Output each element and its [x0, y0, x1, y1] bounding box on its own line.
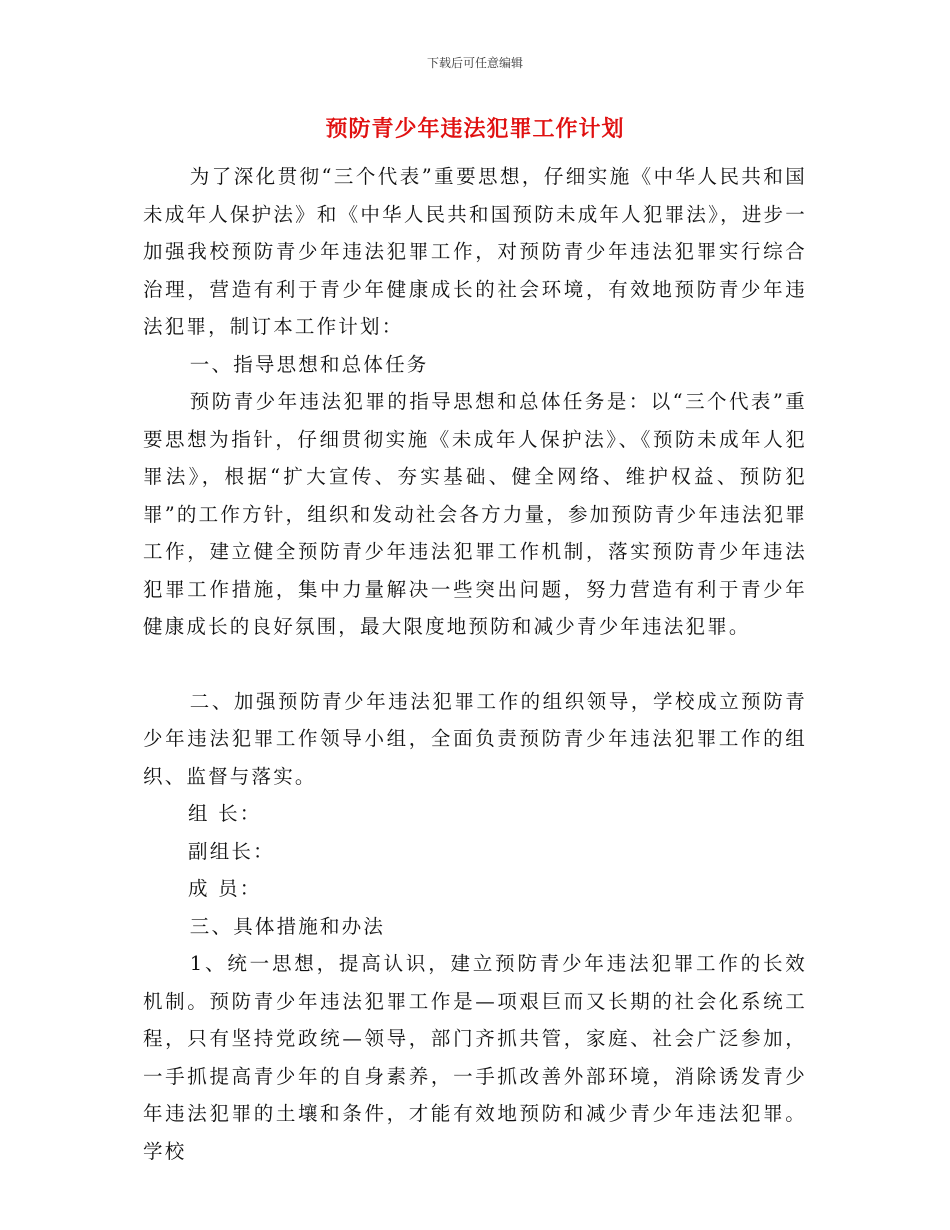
header-note: 下载后可任意编辑 — [426, 56, 523, 70]
section-2-paragraph: 二、加强预防青少年违法犯罪工作的组织领导，学校成立预防青少年违法犯罪工作领导小组，全面负责预防青少年违法犯罪工作的组织、监督与落实。 — [143, 689, 807, 788]
section-3-paragraph-1: 1、统一思想，提高认识，建立预防青少年违法犯罪工作的长效机制。预防青少年违法犯罪工作是—项艰巨而又长期的社会化系统工程，只有坚持党政统—领导，部门齐抓共管，家庭、社会广泛参加，一手抓提高青少年的自身素养，一手抓改善外部环境，消除诱发青少年违法犯罪的土壤和条件，才能有效地预防和减少青少年违法犯罪。学校 — [143, 952, 807, 1163]
intro-paragraph: 为了深化贯彻“三个代表”重要思想，仔细实施《中华人民共和国未成年人保护法》和《中华人民共和国预防未成年人犯罪法》，进步一加强我校预防青少年违法犯罪工作，对预防青少年违法犯罪实行综合治理，营造有利于青少年健康成长的社会环境，有效地预防青少年违法犯罪，制订本工作计划： — [143, 165, 807, 338]
section-3-heading: 三、具体措施和办法 — [189, 914, 386, 938]
document-title: 预防青少年违法犯罪工作计划 — [325, 116, 625, 142]
role-deputy: 副组长： — [188, 839, 275, 863]
document-body — [143, 158, 807, 1170]
role-leader: 组 长： — [188, 802, 262, 825]
section-1-paragraph: 预防青少年违法犯罪的指导思想和总体任务是：以“三个代表”重要思想为指针，仔细贯彻实施《未成年人保护法》、《预防未成年人犯罪法》，根据“扩大宣传、夯实基础、健全网络、维护权益、预防犯罪”的工作方针，组织和发动社会各方力量，参加预防青少年违法犯罪工作，建立健全预防青少年违法犯罪工作机制，落实预防青少年违法犯罪工作措施，集中力量解决一些突出问题，努力营造有利于青少年健康成长的良好氛围，最大限度地预防和减少青少年违法犯罪。 — [143, 390, 807, 638]
section-1-heading: 一、指导思想和总体任务 — [189, 352, 429, 376]
role-members: 成 员： — [188, 877, 262, 900]
